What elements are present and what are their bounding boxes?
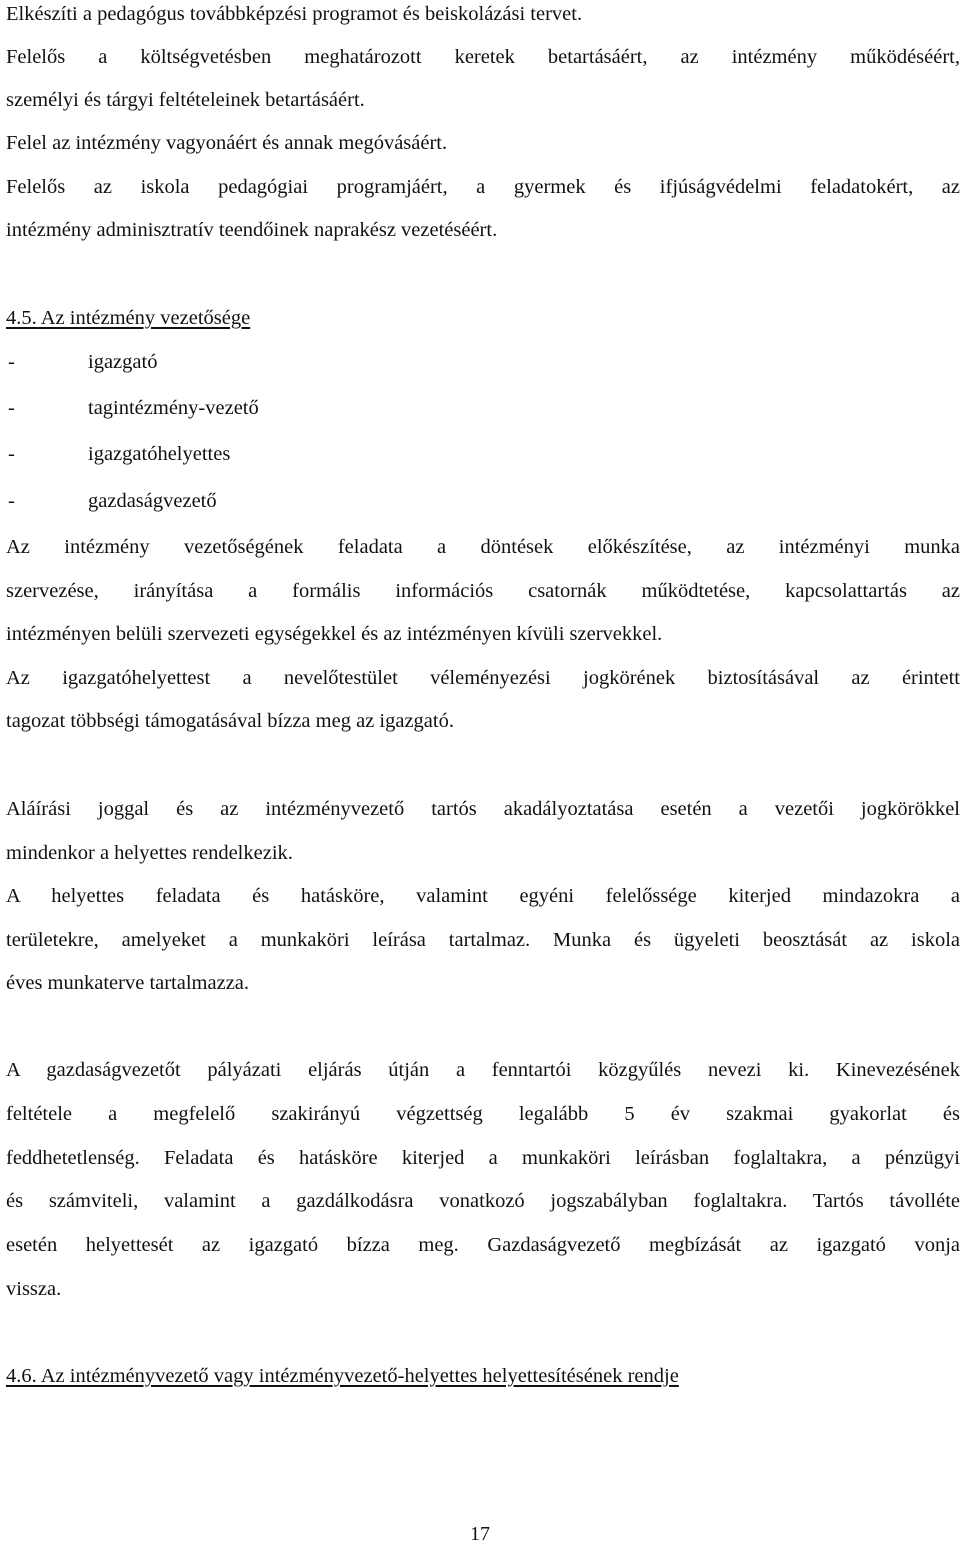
section-heading-4-6: 4.6. Az intézményvezető vagy intézményvezető-helyettes helyettesítésének rendje [6, 1365, 679, 1387]
text-line: feltétele a megfelelő szakirányú végzettség legalább 5 év szakmai gyakorlat és [6, 1103, 960, 1125]
text-line: Felelős az iskola pedagógiai programjáért, a gyermek és ifjúságvédelmi feladatokért, az [6, 176, 960, 198]
text-line: szervezése, irányítása a formális információs csatornák működtetése, kapcsolattartás az [6, 580, 960, 602]
list-item-text: igazgatóhelyettes [88, 443, 231, 465]
text-line: Az intézmény vezetőségének feladata a döntések előkészítése, az intézményi munka [6, 536, 960, 558]
list-item [6, 489, 217, 513]
list-item-text: gazdaságvezető [88, 490, 217, 512]
text-line: személyi és tárgyi feltételeinek betartásáért. [6, 89, 365, 111]
text-line: és számviteli, valamint a gazdálkodásra vonatkozó jogszabályban foglaltakra. Tartós távolléte [6, 1190, 960, 1212]
text-line: Felelős a költségvetésben meghatározott keretek betartásáért, az intézmény működéséért, [6, 46, 960, 68]
text-line: esetén helyettesét az igazgató bízza meg. Gazdaságvezető megbízását az igazgató vonja [6, 1234, 960, 1256]
text-line: tagozat többségi támogatásával bízza meg az igazgató. [6, 710, 454, 732]
text-line: Az igazgatóhelyettest a nevelőtestület véleményezési jogkörének biztosításával az érintett [6, 667, 960, 689]
list-item [6, 350, 157, 374]
list-marker: - [8, 351, 15, 373]
text-line: intézményen belüli szervezeti egységekkel és az intézményen kívüli szervekkel. [6, 623, 663, 645]
list-item-text: igazgató [88, 351, 158, 373]
text-line: Aláírási joggal és az intézményvezető tartós akadályoztatása esetén a vezetői jogkörökkel [6, 798, 960, 820]
text-line: területekre, amelyeket a munkaköri leírása tartalmaz. Munka és ügyeleti beosztását az iskola [6, 929, 960, 951]
text-line: intézmény adminisztratív teendőinek naprakész vezetéséért. [6, 219, 498, 241]
list-item [6, 442, 230, 466]
list-marker: - [8, 397, 15, 419]
text-line: A gazdaságvezetőt pályázati eljárás útján a fenntartói közgyűlés nevezi ki. Kinevezésének [6, 1059, 960, 1081]
list-item-text: tagintézmény-vezető [88, 397, 259, 419]
text-line: Felel az intézmény vagyonáért és annak megóvásáért. [6, 132, 448, 154]
text-line: vissza. [6, 1278, 62, 1300]
text-line: mindenkor a helyettes rendelkezik. [6, 842, 293, 864]
list-marker: - [8, 443, 15, 465]
page-number: 17 [470, 1523, 490, 1545]
text-line: Elkészíti a pedagógus továbbképzési programot és beiskolázási tervet. [6, 3, 583, 25]
text-line: A helyettes feladata és hatásköre, valamint egyéni felelőssége kiterjed mindazokra a [6, 885, 960, 907]
section-heading-4-5: 4.5. Az intézmény vezetősége [6, 307, 251, 329]
text-line: feddhetetlenség. Feladata és hatásköre kiterjed a munkaköri leírásban foglaltakra, a pénzügyi [6, 1147, 960, 1169]
list-item [6, 396, 259, 420]
text-line: éves munkaterve tartalmazza. [6, 972, 250, 994]
list-marker: - [8, 490, 15, 512]
